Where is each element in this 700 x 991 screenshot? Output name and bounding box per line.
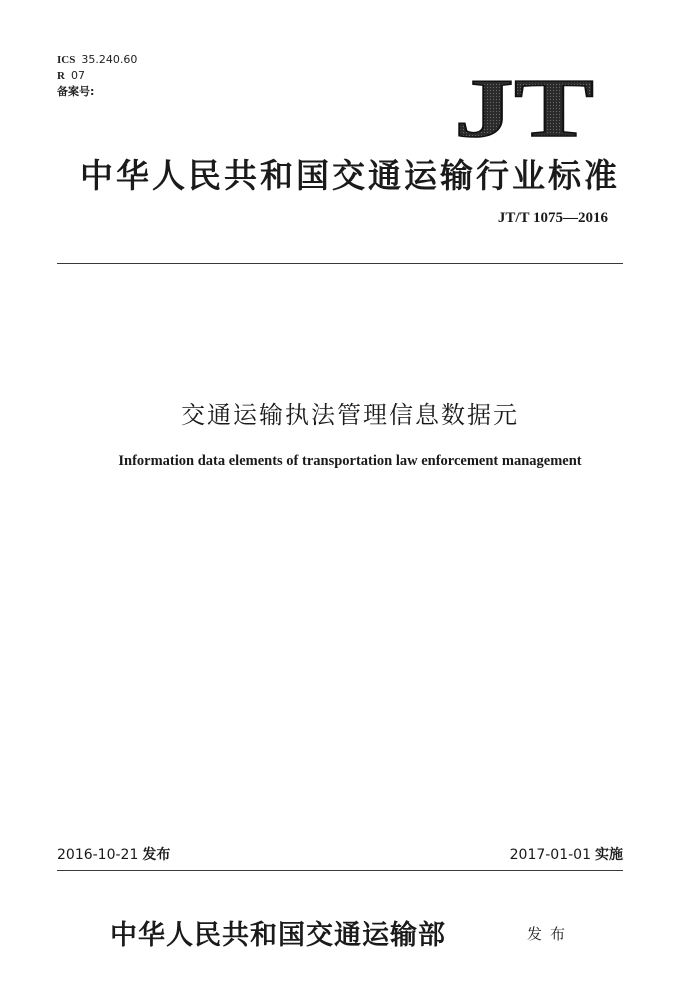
standard-body-title: 中华人民共和国交通运输行业标准 [80,156,620,195]
top-divider [57,263,623,264]
effective-label: 实施 [595,847,623,863]
publisher-name: 中华人民共和国交通运输部 [110,920,446,951]
issued-date-block [57,844,170,864]
ics-label: ICS [57,54,76,66]
document-title-chinese: 交通运输执法管理信息数据元 [181,401,519,429]
logo-text: JT [454,74,594,140]
document-metadata [57,52,137,100]
publisher-suffix: 发布 [527,925,574,943]
issued-label: 发布 [142,847,171,863]
issued-date: 2016-10-21 [57,847,139,863]
jt-logo [450,74,598,140]
standard-number: JT/T 1075—2016 [497,210,608,226]
document-title-english: Information data elements of transportation law enforcement management [118,453,582,469]
ics-value: 35.240.60 [81,53,138,66]
bottom-divider [57,870,623,871]
effective-date-block [510,844,623,864]
r-row [57,68,137,84]
ics-row [57,52,137,68]
record-row [57,84,137,100]
r-value: 07 [70,69,85,82]
r-label: R [57,70,65,82]
record-label: 备案号: [57,85,95,98]
effective-date: 2017-01-01 [509,847,591,863]
